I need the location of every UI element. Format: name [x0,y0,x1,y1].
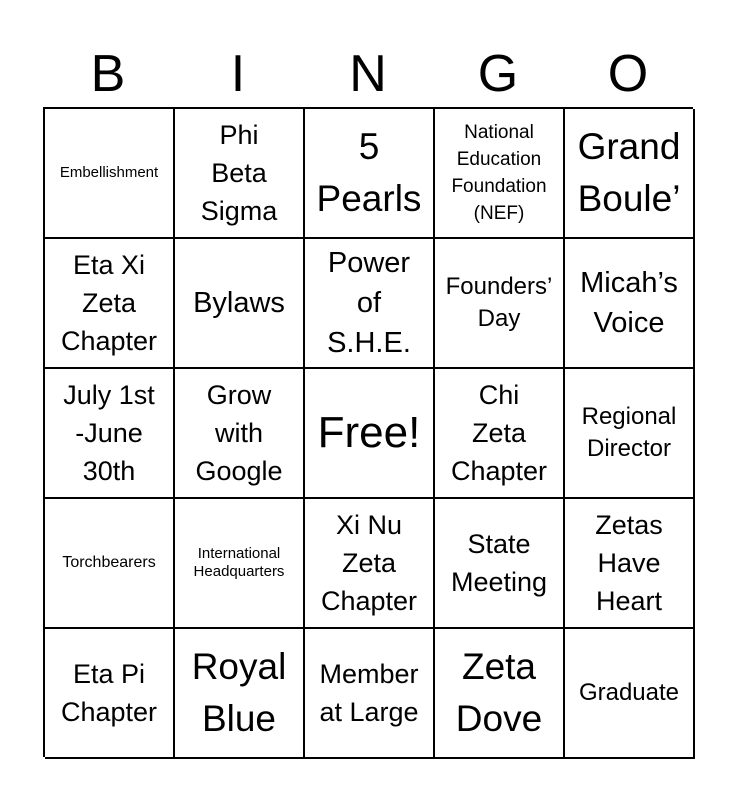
bingo-cell[interactable] [435,629,565,759]
bingo-cell[interactable] [45,499,175,629]
header-letter-g: G [477,45,519,103]
header-letter-n: N [349,45,387,103]
cell-label: 5 Pearls [316,126,422,219]
cell-label: Power of S.H.E. [327,247,411,359]
cell-label: Founders’ Day [445,273,553,332]
bingo-cell[interactable] [305,629,435,759]
cell-label: Phi Beta Sigma [200,120,278,226]
bingo-cell[interactable] [175,629,305,759]
bingo-cell[interactable] [45,109,175,239]
cell-label: Grand Boule’ [577,126,681,219]
cell-label: Micah’s Voice [580,267,678,339]
cell-label: Royal Blue [191,646,287,739]
cell-label: Free! [317,408,421,457]
bingo-cell[interactable] [175,239,305,369]
cell-label: Zeta Dove [455,646,543,739]
cell-label: Member at Large [319,659,419,727]
bingo-cell[interactable] [305,499,435,629]
cell-label: July 1st -June 30th [63,380,155,486]
cell-label: Regional Director [581,403,677,462]
bingo-cell[interactable] [435,109,565,239]
bingo-cell[interactable] [565,499,695,629]
free-space-cell[interactable] [305,369,435,499]
cell-label: Zetas Have Heart [595,510,663,616]
bingo-cell[interactable] [175,109,305,239]
cell-label: Xi Nu Zeta Chapter [320,510,418,616]
bingo-cell[interactable] [435,499,565,629]
cell-label: Eta Xi Zeta Chapter [60,250,158,356]
bingo-cell[interactable] [565,629,695,759]
bingo-cell[interactable] [435,239,565,369]
bingo-cell[interactable] [565,369,695,499]
bingo-card-grid [43,107,693,757]
cell-label: Bylaws [193,287,285,319]
cell-label: State Meeting [450,529,548,597]
cell-label: International Headquarters [193,545,285,580]
cell-label: Embellishment [59,164,159,181]
bingo-cell[interactable] [305,239,435,369]
header-letter-i: I [230,45,246,103]
bingo-header [43,42,693,106]
cell-label: Torchbearers [62,554,156,571]
cell-label: Eta Pi Chapter [60,659,158,727]
bingo-cell[interactable] [45,369,175,499]
header-letter-o: O [607,45,649,103]
bingo-cell[interactable] [175,499,305,629]
bingo-cell[interactable] [565,239,695,369]
bingo-cell[interactable] [305,109,435,239]
cell-label: Graduate [578,679,680,706]
bingo-cell[interactable] [45,629,175,759]
bingo-cell[interactable] [565,109,695,239]
cell-label: National Education Foundation (NEF) [451,122,547,224]
bingo-cell[interactable] [175,369,305,499]
bingo-cell[interactable] [435,369,565,499]
bingo-cell[interactable] [45,239,175,369]
cell-label: Grow with Google [195,380,283,486]
header-letter-b: B [90,45,126,103]
cell-label: Chi Zeta Chapter [450,380,548,486]
